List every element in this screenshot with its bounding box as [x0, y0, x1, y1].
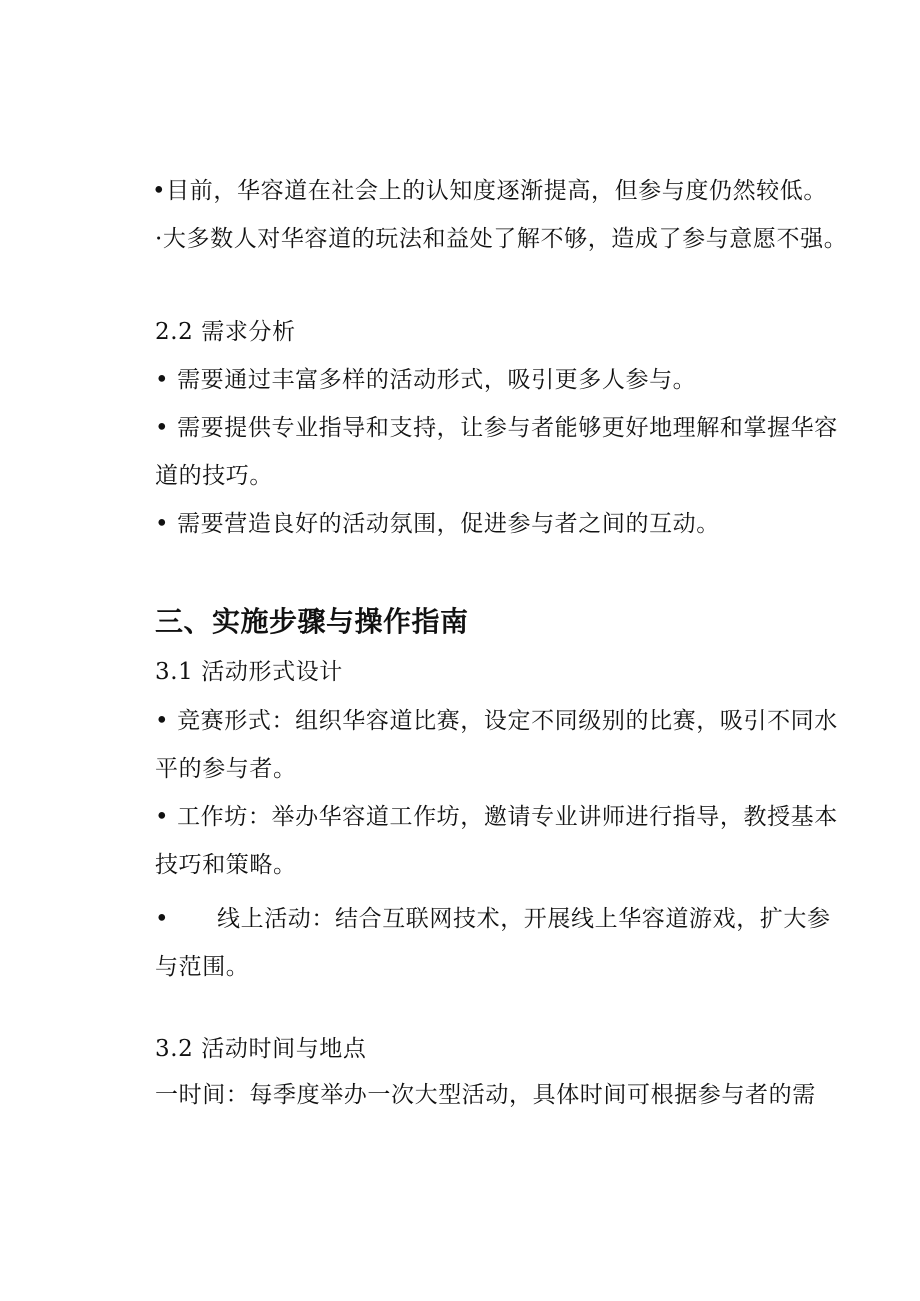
item-online-cont: 与范围。	[155, 954, 250, 980]
item-online: 线上活动：结合互联网技术，开展线上华容道游戏，扩大参	[217, 906, 831, 932]
heading-3-2: 3.2 活动时间与地点	[155, 1036, 367, 1062]
item-online-bullet: •	[155, 906, 170, 932]
section-3-title: 三、实施步骤与操作指南	[155, 605, 469, 638]
item-competition: • 竞赛形式：组织华容道比赛，设定不同级别的比赛，吸引不同水	[155, 708, 838, 734]
bullet-need-atmosphere: • 需要营造良好的活动氛围，促进参与者之间的互动。	[155, 511, 720, 537]
item-competition-cont: 平的参与者。	[155, 756, 297, 782]
bullet-need-activities: • 需要通过丰富多样的活动形式，吸引更多人参与。	[155, 367, 697, 393]
heading-3-1: 3.1 活动形式设计	[155, 659, 343, 685]
heading-2-2: 2.2 需求分析	[155, 319, 296, 345]
item-time: 一时间：每季度举办一次大型活动，具体时间可根据参与者的需	[155, 1082, 816, 1108]
item-workshop-cont: 技巧和策略。	[155, 852, 297, 878]
bullet-awareness: •目前，华容道在社会上的认知度逐渐提高，但参与度仍然较低。	[152, 178, 827, 204]
item-workshop: • 工作坊：举办华容道工作坊，邀请专业讲师进行指导，教授基本	[155, 804, 838, 830]
bullet-need-guidance-cont: 道的技巧。	[155, 463, 273, 489]
bullet-need-guidance: • 需要提供专业指导和支持，让参与者能够更好地理解和掌握华容	[155, 415, 838, 441]
bullet-understanding: ·大多数人对华容道的玩法和益处了解不够，造成了参与意愿不强。	[155, 226, 848, 252]
